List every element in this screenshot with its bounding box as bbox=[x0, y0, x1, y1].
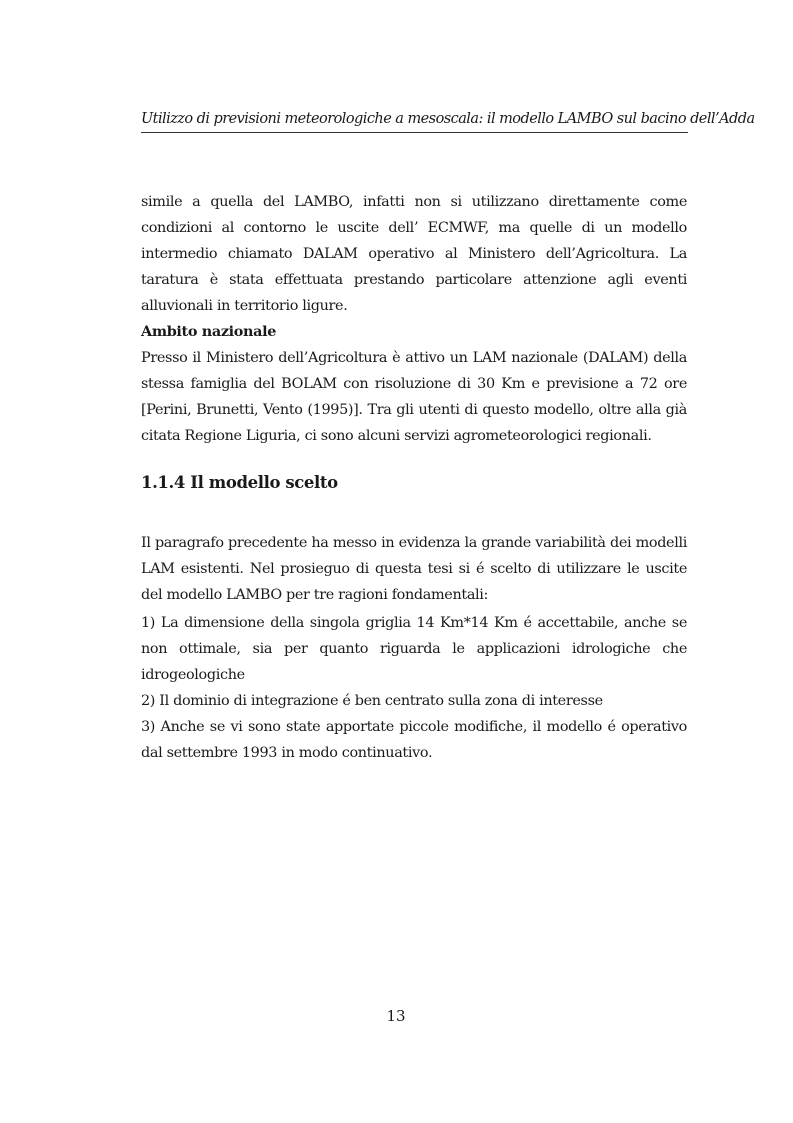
section-paragraph bbox=[141, 530, 687, 608]
reasons-list bbox=[141, 610, 687, 766]
running-header: Utilizzo di previsioni meteorologiche a mesoscala: il modello LAMBO sul bacino dell’Adda bbox=[141, 111, 755, 127]
reason-item: 2) Il dominio di integrazione é ben centrato sulla zona di interesse bbox=[141, 693, 603, 709]
subsection-ambito-nazionale bbox=[141, 319, 687, 449]
subsection-paragraph: Presso il Ministero dell’Agricoltura è attivo un LAM nazionale (DALAM) della stessa famiglia del BOLAM con risoluzione di 30 Km e previsione a 72 ore [Perini, Brunetti, Vento (1995)]. Tra gli utenti di questo modello, oltre alla già citata Regione Liguria, ci sono alcuni servizi agrometeorologici regionali. bbox=[141, 350, 687, 444]
page-number: 13 bbox=[386, 1007, 406, 1025]
section-heading: 1.1.4 Il modello scelto bbox=[141, 473, 338, 492]
section-paragraph-text: Il paragrafo precedente ha messo in evidenza la grande variabilità dei modelli LAM esistenti. Nel prosieguo di questa tesi si é scelto di utilizzare le uscite del modello LAMBO per tre ragioni fondamentali: bbox=[141, 535, 687, 603]
intro-paragraph-text: simile a quella del LAMBO, infatti non si utilizzano direttamente come condizioni al contorno le uscite dell’ ECMWF, ma quelle di un modello intermedio chiamato DALAM operativo al Ministero dell’Agricoltura. La taratura è stata effettuata prestando particolare attenzione agli eventi alluvionali in territorio ligure. bbox=[141, 194, 687, 314]
reason-item: 3) Anche se vi sono state apportate piccole modifiche, il modello é operativo dal settembre 1993 in modo continuativo. bbox=[141, 719, 687, 761]
header-rule bbox=[141, 132, 688, 133]
intro-paragraph bbox=[141, 189, 687, 319]
subsection-title: Ambito nazionale bbox=[141, 323, 277, 340]
reason-item: 1) La dimensione della singola griglia 14 Km*14 Km é accettabile, anche se non ottimale, sia per quanto riguarda le applicazioni idrologiche che idrogeologiche bbox=[141, 615, 687, 683]
